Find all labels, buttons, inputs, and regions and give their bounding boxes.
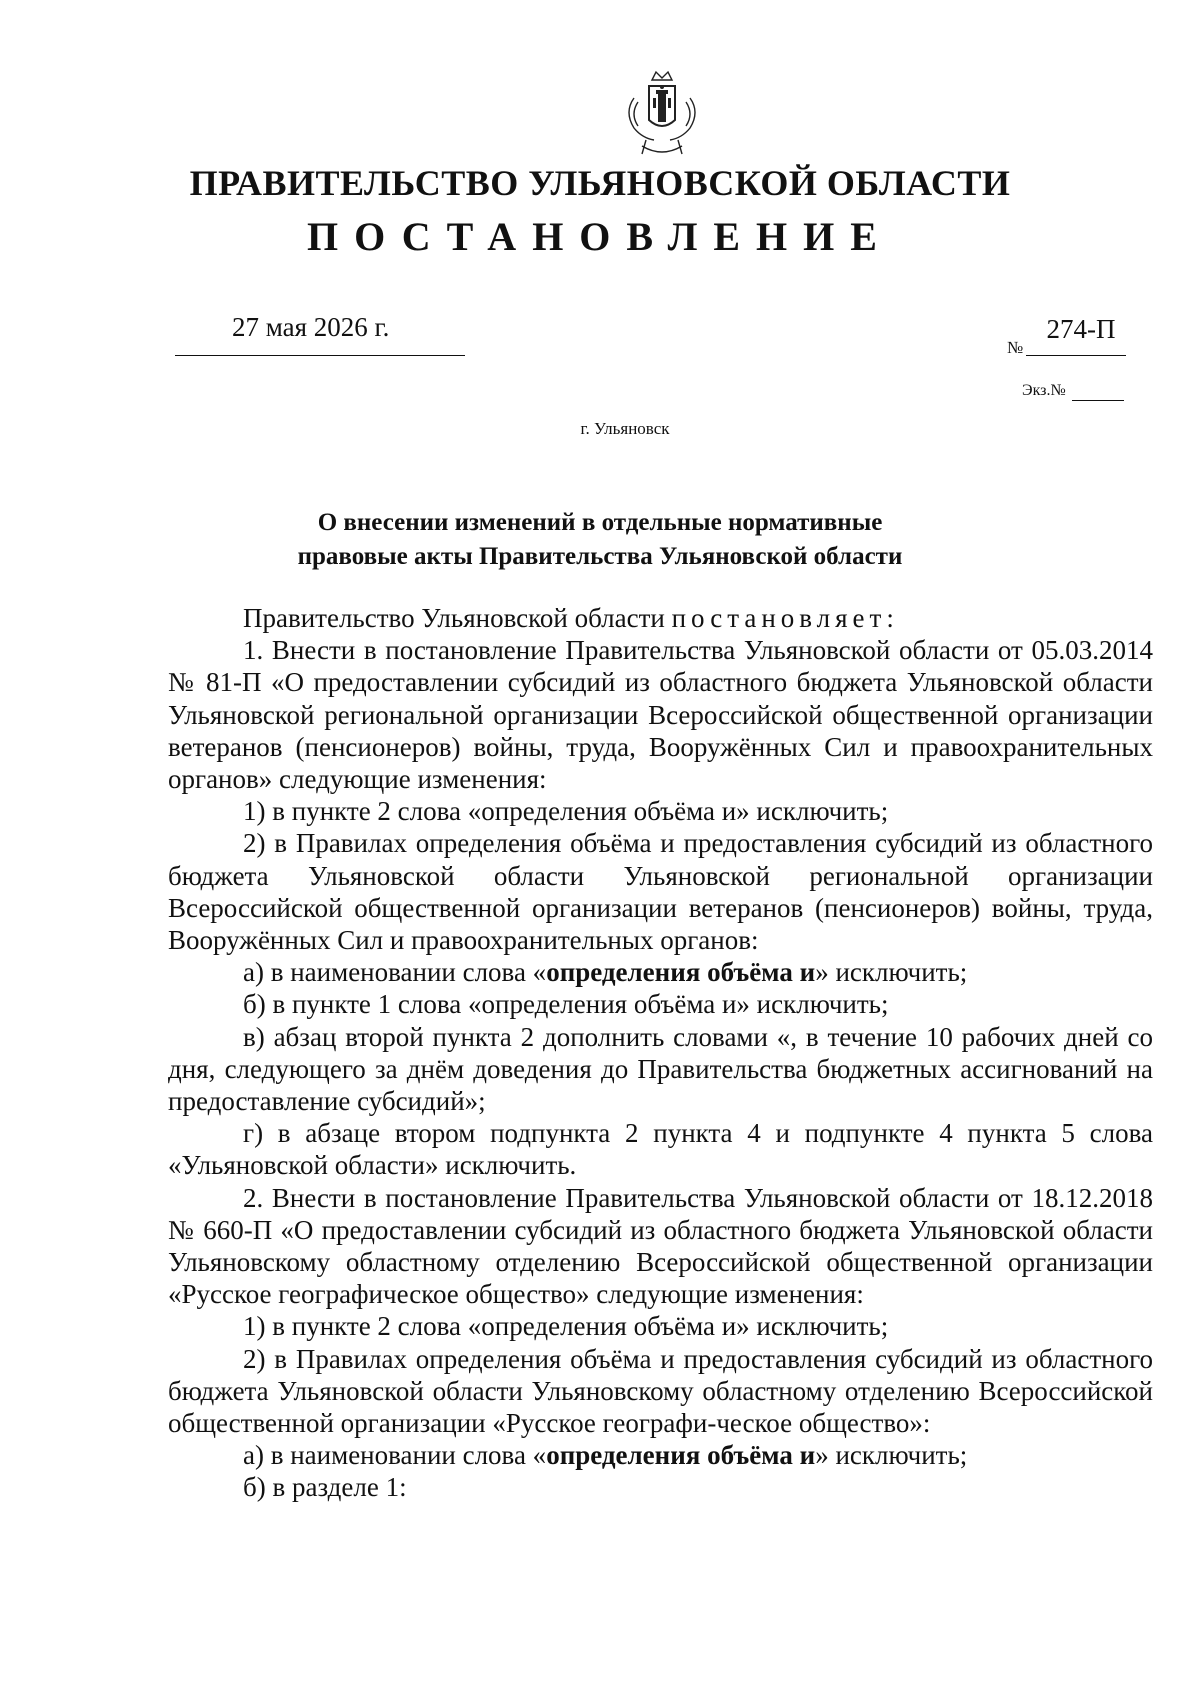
city-name: г. Ульяновск	[580, 419, 670, 438]
number-label: №	[1007, 338, 1024, 357]
item-1-2-b: б) в пункте 1 слова «определения объёма и» исключить;	[243, 989, 889, 1020]
item-2-2-a	[168, 1439, 1153, 1471]
date-underline	[175, 355, 465, 356]
item-1-2-a-pre: а) в наименовании слова «	[243, 957, 547, 988]
item-2-2-a-bold: определения объёма и	[546, 1440, 816, 1471]
document-body	[168, 602, 1153, 1504]
intro-prefix: Правительство Ульяновской области	[243, 603, 672, 633]
item-2-2-a-post: » исключить;	[815, 1440, 968, 1471]
intro-verb: постановляет:	[671, 603, 899, 633]
item-1-2-g: г) в абзаце втором подпункта 2 пункта 4 и подпункте 4 пункта 5 слова «Ульяновской области» исключить.	[168, 1118, 1153, 1181]
item-2-2-b: б) в разделе 1:	[243, 1472, 407, 1503]
copy-number-underline	[1072, 400, 1124, 401]
document-title-line-2: правовые акты Правительства Ульяновской области	[297, 543, 903, 570]
item-2-2: 2) в Правилах определения объёма и предоставления субсидий из областного бюджета Ульяновской области Ульяновскому областному отделению Всероссийской общественной организации «Русское географи-ческое общество»:	[168, 1343, 1153, 1439]
number-underline	[1026, 355, 1126, 356]
copy-number-label: Экз.№	[1022, 382, 1066, 399]
item-1-2: 2) в Правилах определения объёма и предоставления субсидий из областного бюджета Ульяновской области Ульяновской региональной организации Всероссийской общественной организации ветеранов (пенсионеров) войны, труда, Вооружённых Сил и правоохранительных органов:	[168, 828, 1153, 956]
item-2-1: 1) в пункте 2 слова «определения объёма и» исключить;	[243, 1311, 889, 1342]
item-1-2-v: в) абзац второй пункта 2 дополнить словами «, в течение 10 рабочих дней со дня, следующего за днём доведения до Правительства бюджетных ассигнований на предоставление субсидий»;	[168, 1021, 1153, 1117]
item-2-2-a-pre: а) в наименовании слова «	[243, 1440, 547, 1471]
coat-of-arms-emblem	[612, 68, 712, 160]
item-1: 1. Внести в постановление Правительства Ульяновской области от 05.03.2014 № 81-П «О предоставлении субсидий из областного бюджета Ульяновской области Ульяновской региональной организации Всероссийской общественной организации ветеранов (пенсионеров) войны, труда, Вооружённых Сил и правоохранительных органов» следующие изменения:	[168, 635, 1153, 795]
document-title	[0, 506, 1200, 574]
intro-paragraph	[168, 602, 1153, 634]
document-number: 274-П	[1046, 314, 1116, 344]
item-1-2-a	[168, 956, 1153, 988]
item-2: 2. Внести в постановление Правительства Ульяновской области от 18.12.2018 № 660-П «О предоставлении субсидий из областного бюджета Ульяновской области Ульяновскому областному отделению Всероссийской общественной организации «Русское географическое общество» следующие изменения:	[168, 1182, 1153, 1310]
item-1-2-a-post: » исключить;	[815, 957, 968, 988]
document-date: 27 мая 2026 г.	[232, 312, 390, 342]
item-1-2-a-bold: определения объёма и	[546, 957, 816, 988]
document-title-line-1: О внесении изменений в отдельные нормативные	[317, 509, 883, 536]
item-1-1: 1) в пункте 2 слова «определения объёма и» исключить;	[243, 796, 889, 827]
government-name: ПРАВИТЕЛЬСТВО УЛЬЯНОВСКОЙ ОБЛАСТИ	[189, 163, 1011, 203]
document-type: ПОСТАНОВЛЕНИЕ	[307, 214, 893, 259]
